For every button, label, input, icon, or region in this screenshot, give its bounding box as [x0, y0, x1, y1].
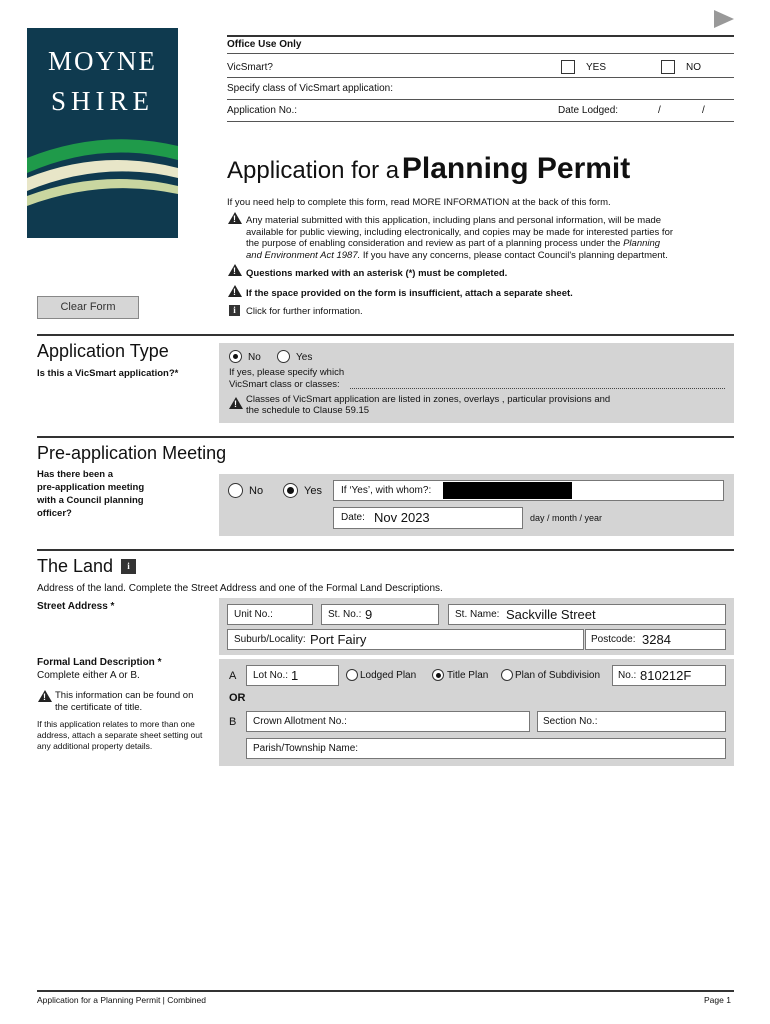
parish-township-label: Parish/Township Name: — [253, 743, 359, 754]
office-use-title: Office Use Only — [227, 39, 302, 50]
plan-of-subdivision-radio[interactable] — [501, 669, 513, 681]
notice-text: If you have any concerns, please contact Council's planning department. — [362, 249, 668, 261]
section-no-label: Section No.: — [543, 716, 598, 727]
with-whom-label: If ‘Yes’, with whom?: — [341, 485, 432, 496]
classes-note: the schedule to Clause 59.15 — [246, 405, 370, 416]
street-no-label: St. No.: — [328, 609, 362, 620]
suburb-label: Suburb/Locality: — [234, 634, 306, 645]
classes-note: Classes of VicSmart application are listed in zones, overlays , particular provisions and — [246, 394, 611, 405]
option-a-label: A — [229, 670, 237, 682]
crown-allotment-label: Crown Allotment No.: — [253, 716, 347, 727]
found-note: the certificate of title. — [55, 702, 143, 713]
notice-italic: Planning — [623, 238, 661, 249]
logo-line2: SHIRE — [50, 86, 154, 116]
footer-left: Application for a Planning Permit | Combined — [37, 995, 206, 1005]
moyne-shire-logo — [27, 28, 178, 238]
warning-icon — [228, 212, 242, 224]
note-line: If this application relates to more than one — [37, 719, 195, 729]
relates-note — [37, 719, 202, 752]
vicsmart-no-label: No — [248, 352, 261, 363]
street-no-value: 9 — [365, 607, 373, 622]
street-address-text: Street Address — [37, 601, 108, 612]
plan-of-subdivision-label: Plan of Subdivision — [515, 670, 601, 681]
street-name-label: St. Name: — [455, 609, 500, 620]
divider — [227, 121, 734, 122]
material-notice — [246, 215, 726, 261]
footer-rule — [37, 990, 734, 992]
pre-app-no-radio[interactable] — [228, 483, 243, 498]
plan-no-value: 810212F — [640, 668, 692, 683]
office-yes-checkbox[interactable] — [561, 60, 575, 74]
date-lodged-label: Date Lodged: — [558, 105, 619, 116]
warning-icon — [229, 397, 243, 409]
street-name-value: Sackville Street — [506, 607, 596, 622]
specify-class-label: Specify class of VicSmart application: — [227, 83, 394, 94]
section-rule — [37, 549, 734, 551]
next-page-arrow-icon[interactable] — [714, 10, 734, 28]
meeting-date-value: Nov 2023 — [374, 510, 430, 525]
option-b-label: B — [229, 716, 237, 728]
pre-app-yes-radio[interactable] — [283, 483, 298, 498]
clear-form-button[interactable]: Clear Form — [37, 296, 139, 319]
logo-line1: MOYNE — [48, 46, 157, 76]
click-info-text: Click for further information. — [246, 306, 363, 317]
question-line: Has there been a — [37, 469, 114, 480]
title-plan-radio[interactable] — [432, 669, 444, 681]
pre-app-yes-label: Yes — [304, 485, 322, 497]
title-part1: Application for a — [227, 157, 400, 184]
pre-application-title: Pre-application Meeting — [37, 443, 227, 463]
intro-text: If you need help to complete this form, read MORE INFORMATION at the back of this form. — [227, 197, 611, 208]
postcode-value: 3284 — [642, 632, 671, 647]
unit-no-label: Unit No.: — [234, 609, 273, 620]
notice-line: Any material submitted with this application, including plans and personal information, will be made — [246, 215, 662, 226]
vicsmart-class-input[interactable] — [350, 388, 725, 389]
section-rule — [37, 436, 734, 438]
ifyes-label: If yes, please specify which — [229, 367, 345, 378]
complete-either-label: Complete either A or B. — [37, 670, 140, 681]
vicsmart-question: Is this a VicSmart application?* — [37, 368, 179, 379]
formal-land-label: Formal Land Description * — [37, 657, 162, 668]
found-note: This information can be found on — [55, 690, 194, 701]
warning-icon — [228, 285, 242, 297]
note-line: address, attach a separate sheet setting out — [37, 730, 203, 740]
asterisk-notice: Questions marked with an asterisk (*) must be completed. — [246, 268, 508, 279]
date-slash: / — [702, 105, 705, 116]
date-slash: / — [658, 105, 661, 116]
office-top-rule — [227, 35, 734, 37]
lot-no-value: 1 — [291, 668, 299, 683]
lodged-plan-radio[interactable] — [346, 669, 358, 681]
vicsmart-label: VicSmart? — [227, 62, 273, 73]
vicsmart-yes-radio[interactable] — [277, 350, 290, 363]
vicsmart-no-radio[interactable] — [229, 350, 242, 363]
note-line: any additional property details. — [37, 741, 153, 751]
page-title — [227, 152, 630, 186]
office-no-checkbox[interactable] — [661, 60, 675, 74]
application-type-title: Application Type — [37, 341, 169, 361]
suburb-value: Port Fairy — [310, 632, 367, 647]
pre-app-no-label: No — [249, 485, 264, 497]
postcode-label: Postcode: — [591, 634, 636, 645]
question-line: pre-application meeting — [37, 482, 145, 493]
info-icon[interactable]: i — [121, 559, 136, 574]
vicsmart-yes-label: Yes — [296, 352, 313, 363]
question-line: officer? — [37, 508, 72, 519]
ifyes-label: VicSmart class or classes: — [229, 379, 340, 390]
page-number: Page 1 — [704, 995, 731, 1005]
space-notice: If the space provided on the form is insufficient, attach a separate sheet. — [246, 288, 573, 299]
section-rule — [37, 334, 734, 336]
warning-icon — [38, 690, 52, 702]
title-plan-label: Title Plan — [447, 670, 489, 681]
notice-line: available for public viewing, including electronically, and copies may be made for interested parties for — [246, 226, 674, 238]
redacted-name — [443, 482, 572, 499]
plan-no-label: No.: — [618, 670, 637, 681]
date-format-hint: day / month / year — [530, 513, 603, 523]
or-label: OR — [229, 692, 246, 704]
application-no-label: Application No.: — [227, 105, 298, 116]
land-instruction: Address of the land. Complete the Street Address and one of the Formal Land Descriptions. — [37, 583, 443, 594]
notice-line — [246, 250, 726, 262]
logo-swoosh-icon — [27, 28, 178, 238]
title-part2: Planning Permit — [401, 152, 631, 185]
street-address-label: Street Address * — [37, 601, 115, 612]
notice-text: the purpose of enabling consideration and review as part of a planning process under the — [246, 238, 621, 249]
office-no-label: NO — [686, 62, 701, 73]
office-yes-label: YES — [586, 62, 607, 73]
formal-land-text: Formal Land Description — [37, 657, 155, 668]
notice-line — [246, 238, 726, 250]
divider — [227, 77, 734, 78]
divider — [227, 53, 734, 54]
pre-app-question — [37, 468, 144, 520]
warning-icon — [228, 264, 242, 276]
notice-italic: and Environment Act 1987. — [246, 249, 361, 261]
lodged-plan-label: Lodged Plan — [360, 670, 417, 681]
info-icon[interactable]: i — [229, 305, 240, 316]
lot-no-label: Lot No.: — [253, 670, 289, 681]
the-land-title: The Land — [37, 556, 114, 576]
date-label: Date: — [341, 512, 365, 523]
question-line: with a Council planning — [37, 495, 144, 506]
divider — [227, 99, 734, 100]
